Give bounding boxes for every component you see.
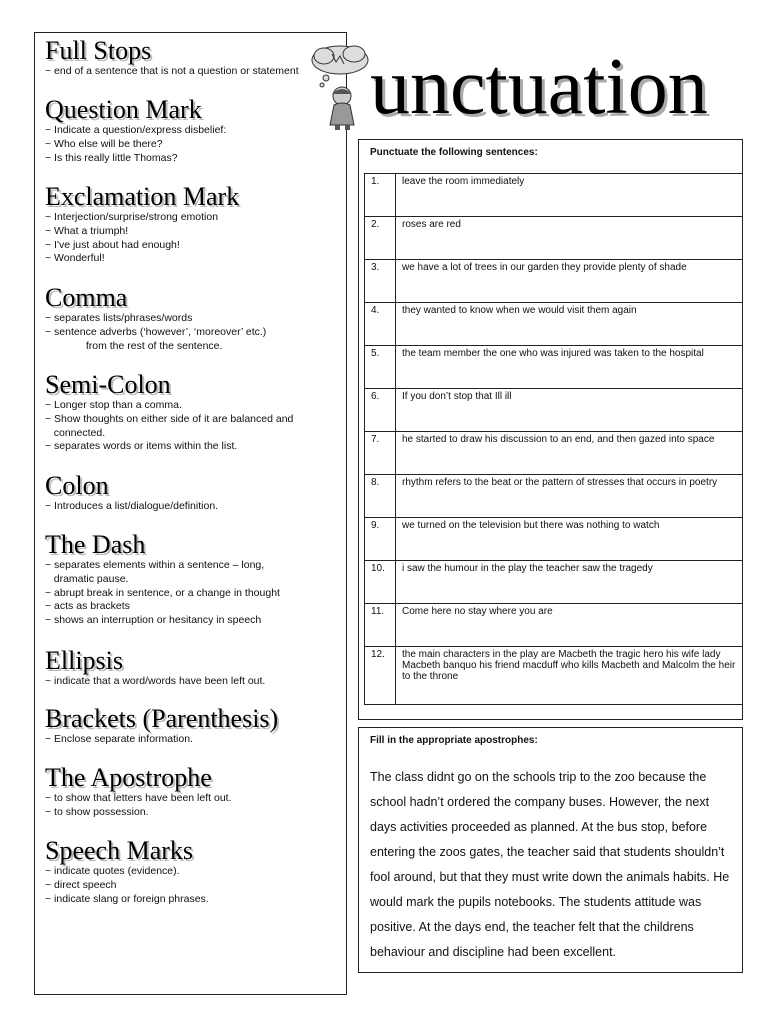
section-line: ~ separates words or items within the list. — [45, 440, 238, 453]
section-line: ~ shows an interruption or hesitancy in speech — [45, 614, 262, 627]
section-line: ~ Who else will be there? — [45, 137, 163, 150]
section-title: Question Mark — [45, 95, 202, 124]
section-the-dash — [45, 531, 345, 628]
section-line: ~ indicate that a word/words have been left out. — [45, 675, 266, 687]
apostrophe-paragraph: The class didnt go on the schools trip to the zoo because the school hadn’t ordered the company buses. However, the next days activities proceeded as planned. At the bus stop, before entering the zoos gates, the teacher said that students shouldn’t fool around, but that they must write down the animals habits. He would mark the pupils notebooks. The students attitude was positive. At the days end, the teacher felt that the childrens behaviour and discipline had been excellent. — [370, 770, 730, 959]
apostrophes-task — [358, 727, 743, 973]
section-title: Exclamation Mark — [45, 182, 240, 211]
section-title: Speech Marks — [45, 836, 194, 865]
section-line: ~ What a triumph! — [45, 224, 129, 237]
table-row — [365, 475, 743, 518]
section-question-mark — [45, 96, 345, 165]
table-row — [365, 303, 743, 346]
thinking-girl-clipart — [302, 42, 372, 132]
section-semi-colon — [45, 371, 345, 454]
table-row — [365, 647, 743, 705]
row-number: 9. — [365, 518, 396, 561]
section-line: ~ sentence adverbs (‘however’, ‘moreover’ etc.) — [45, 325, 267, 338]
punctuate-sentences-task — [358, 139, 743, 720]
section-line: from the rest of the sentence. — [45, 339, 223, 352]
section-line: ~ Show thoughts on either side of it are balanced and — [45, 412, 294, 425]
sentence-text: i saw the humour in the play the teacher saw the tragedy — [396, 561, 743, 604]
section-title: The Dash — [45, 530, 146, 559]
sentence-text: leave the room immediately — [396, 174, 743, 217]
table-row — [365, 346, 743, 389]
section-line: ~ indicate quotes (evidence). — [45, 865, 180, 877]
section-line: ~ separates lists/phrases/words — [45, 312, 193, 324]
sentence-text: they wanted to know when we would visit them again — [396, 303, 743, 346]
section-line: ~ Interjection/surprise/strong emotion — [45, 211, 219, 223]
row-number: 5. — [365, 346, 396, 389]
table-row — [365, 604, 743, 647]
row-number: 3. — [365, 260, 396, 303]
section-line: ~ Longer stop than a comma. — [45, 399, 182, 411]
section-line: ~ Is this really little Thomas? — [45, 151, 178, 164]
table-row — [365, 432, 743, 475]
section-speech-marks — [45, 837, 345, 906]
row-number: 12. — [365, 647, 396, 705]
table-row — [365, 389, 743, 432]
section-title: Brackets (Parenthesis) — [45, 704, 279, 733]
sentence-text: we turned on the television but there was nothing to watch — [396, 518, 743, 561]
sentence-text: the main characters in the play are Macbeth the tragic hero his wife lady Macbeth banquo his friend macduff who kills Macbeth and Malcolm the heir to the throne — [396, 647, 743, 705]
section-title: The Apostrophe — [45, 763, 212, 792]
section-line: ~ I've just about had enough! — [45, 238, 180, 251]
section-line: ~ to show that letters have been left out. — [45, 792, 232, 804]
section-title: Semi-Colon — [45, 370, 171, 399]
section-full-stops — [45, 37, 345, 79]
section-line: ~ acts as brackets — [45, 600, 130, 613]
row-number: 6. — [365, 389, 396, 432]
sentence-text: the team member the one who was injured was taken to the hospital — [396, 346, 743, 389]
section-line: dramatic pause. — [45, 572, 129, 585]
section-line: ~ Introduces a list/dialogue/definition. — [45, 500, 219, 512]
section-line: ~ Enclose separate information. — [45, 733, 193, 745]
section-line: ~ end of a sentence that is not a question or statement — [45, 65, 299, 77]
section-line: ~ abrupt break in sentence, or a change in thought — [45, 586, 280, 599]
sentence-text: he started to draw his discussion to an end, and then gazed into space — [396, 432, 743, 475]
row-number: 7. — [365, 432, 396, 475]
sentence-text: roses are red — [396, 217, 743, 260]
punctuation-reference-panel — [34, 32, 347, 995]
section-comma — [45, 284, 345, 353]
table-row — [365, 217, 743, 260]
section-title: Comma — [45, 283, 128, 312]
section-colon — [45, 472, 345, 514]
section-line: ~ separates elements within a sentence – long, — [45, 559, 265, 571]
section-title: Full Stops — [45, 36, 152, 65]
section-title: Ellipsis — [45, 646, 124, 675]
section-ellipsis — [45, 647, 345, 689]
sentences-table — [364, 173, 743, 705]
section-line: ~ Indicate a question/express disbelief: — [45, 124, 227, 136]
table-row — [365, 174, 743, 217]
row-number: 1. — [365, 174, 396, 217]
page-title: unctuation — [370, 43, 708, 131]
table-row — [365, 518, 743, 561]
section-brackets — [45, 705, 345, 747]
table-row — [365, 561, 743, 604]
sentence-text: If you don’t stop that Ill ill — [396, 389, 743, 432]
sentence-text: we have a lot of trees in our garden they provide plenty of shade — [396, 260, 743, 303]
row-number: 2. — [365, 217, 396, 260]
table-row — [365, 260, 743, 303]
sentence-text: rhythm refers to the beat or the pattern of stresses that occurs in poetry — [396, 475, 743, 518]
task-heading: Punctuate the following sentences: — [370, 147, 538, 158]
row-number: 11. — [365, 604, 396, 647]
section-line: ~ to show possession. — [45, 805, 149, 818]
task-heading: Fill in the appropriate apostrophes: — [370, 735, 538, 746]
row-number: 10. — [365, 561, 396, 604]
row-number: 8. — [365, 475, 396, 518]
section-exclamation-mark — [45, 183, 345, 266]
section-line: ~ Wonderful! — [45, 252, 105, 265]
sentence-text: Come here no stay where you are — [396, 604, 743, 647]
section-line: connected. — [45, 426, 106, 439]
section-line: ~ indicate slang or foreign phrases. — [45, 892, 209, 905]
section-line: ~ direct speech — [45, 878, 117, 891]
section-apostrophe — [45, 764, 345, 820]
row-number: 4. — [365, 303, 396, 346]
section-title: Colon — [45, 471, 109, 500]
